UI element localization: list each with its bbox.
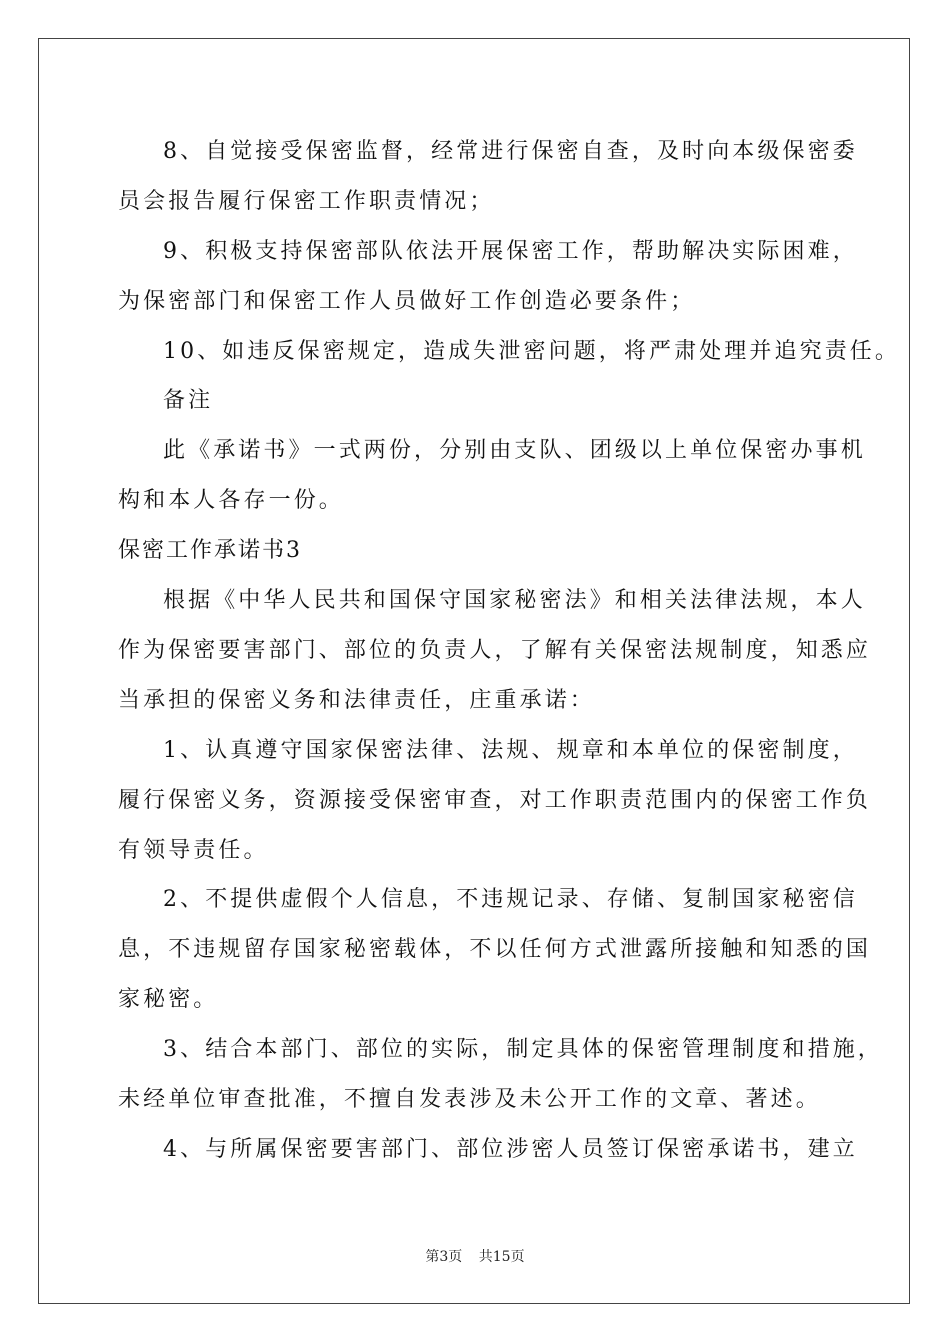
- paragraph-line: 未经单位审查批准，不擅自发表涉及未公开工作的文章、著述。: [118, 1087, 821, 1112]
- paragraph-line: 构和本人各存一份。: [118, 488, 344, 513]
- paragraph-line: 1、认真遵守国家保密法律、法规、规章和本单位的保密制度，: [163, 738, 858, 763]
- paragraph-line: 8、自觉接受保密监督，经常进行保密自查，及时向本级保密委: [163, 139, 858, 164]
- paragraph-line: 家秘密。: [118, 987, 219, 1012]
- paragraph-line: 2、不提供虚假个人信息，不违规记录、存储、复制国家秘密信: [163, 887, 858, 912]
- section-heading: 备注: [163, 388, 214, 413]
- paragraph-line: 3、结合本部门、部位的实际，制定具体的保密管理制度和措施，: [163, 1037, 883, 1062]
- paragraph-line: 4、与所属保密要害部门、部位涉密人员签订保密承诺书，建立: [163, 1137, 858, 1162]
- paragraph-line: 员会报告履行保密工作职责情况；: [118, 189, 495, 214]
- paragraph-line: 此《承诺书》一式两份，分别由支队、团级以上单位保密办事机: [163, 438, 866, 463]
- paragraph-line: 根据《中华人民共和国保守国家秘密法》和相关法律法规，本人: [163, 588, 866, 613]
- paragraph-line: 作为保密要害部门、部位的负责人，了解有关保密法规制度，知悉应: [118, 638, 872, 663]
- paragraph-line: 息，不违规留存国家秘密载体，不以任何方式泄露所接触和知悉的国: [118, 937, 872, 962]
- paragraph-line: 有领导责任。: [118, 838, 269, 863]
- page-total: 共15页: [478, 1249, 525, 1265]
- document-title: 保密工作承诺书3: [118, 538, 302, 563]
- paragraph-line: 履行保密义务，资源接受保密审查，对工作职责范围内的保密工作负: [118, 788, 872, 813]
- page-footer: [0, 1247, 950, 1267]
- page-number: 第3页: [425, 1249, 463, 1265]
- paragraph-line: 为保密部门和保密工作人员做好工作创造必要条件；: [118, 289, 696, 314]
- paragraph-line: 当承担的保密义务和法律责任，庄重承诺：: [118, 688, 595, 713]
- paragraph-line: 10、如违反保密规定，造成失泄密问题，将严肃处理并追究责任。: [163, 339, 900, 364]
- paragraph-line: 9、积极支持保密部队依法开展保密工作，帮助解决实际困难，: [163, 239, 858, 264]
